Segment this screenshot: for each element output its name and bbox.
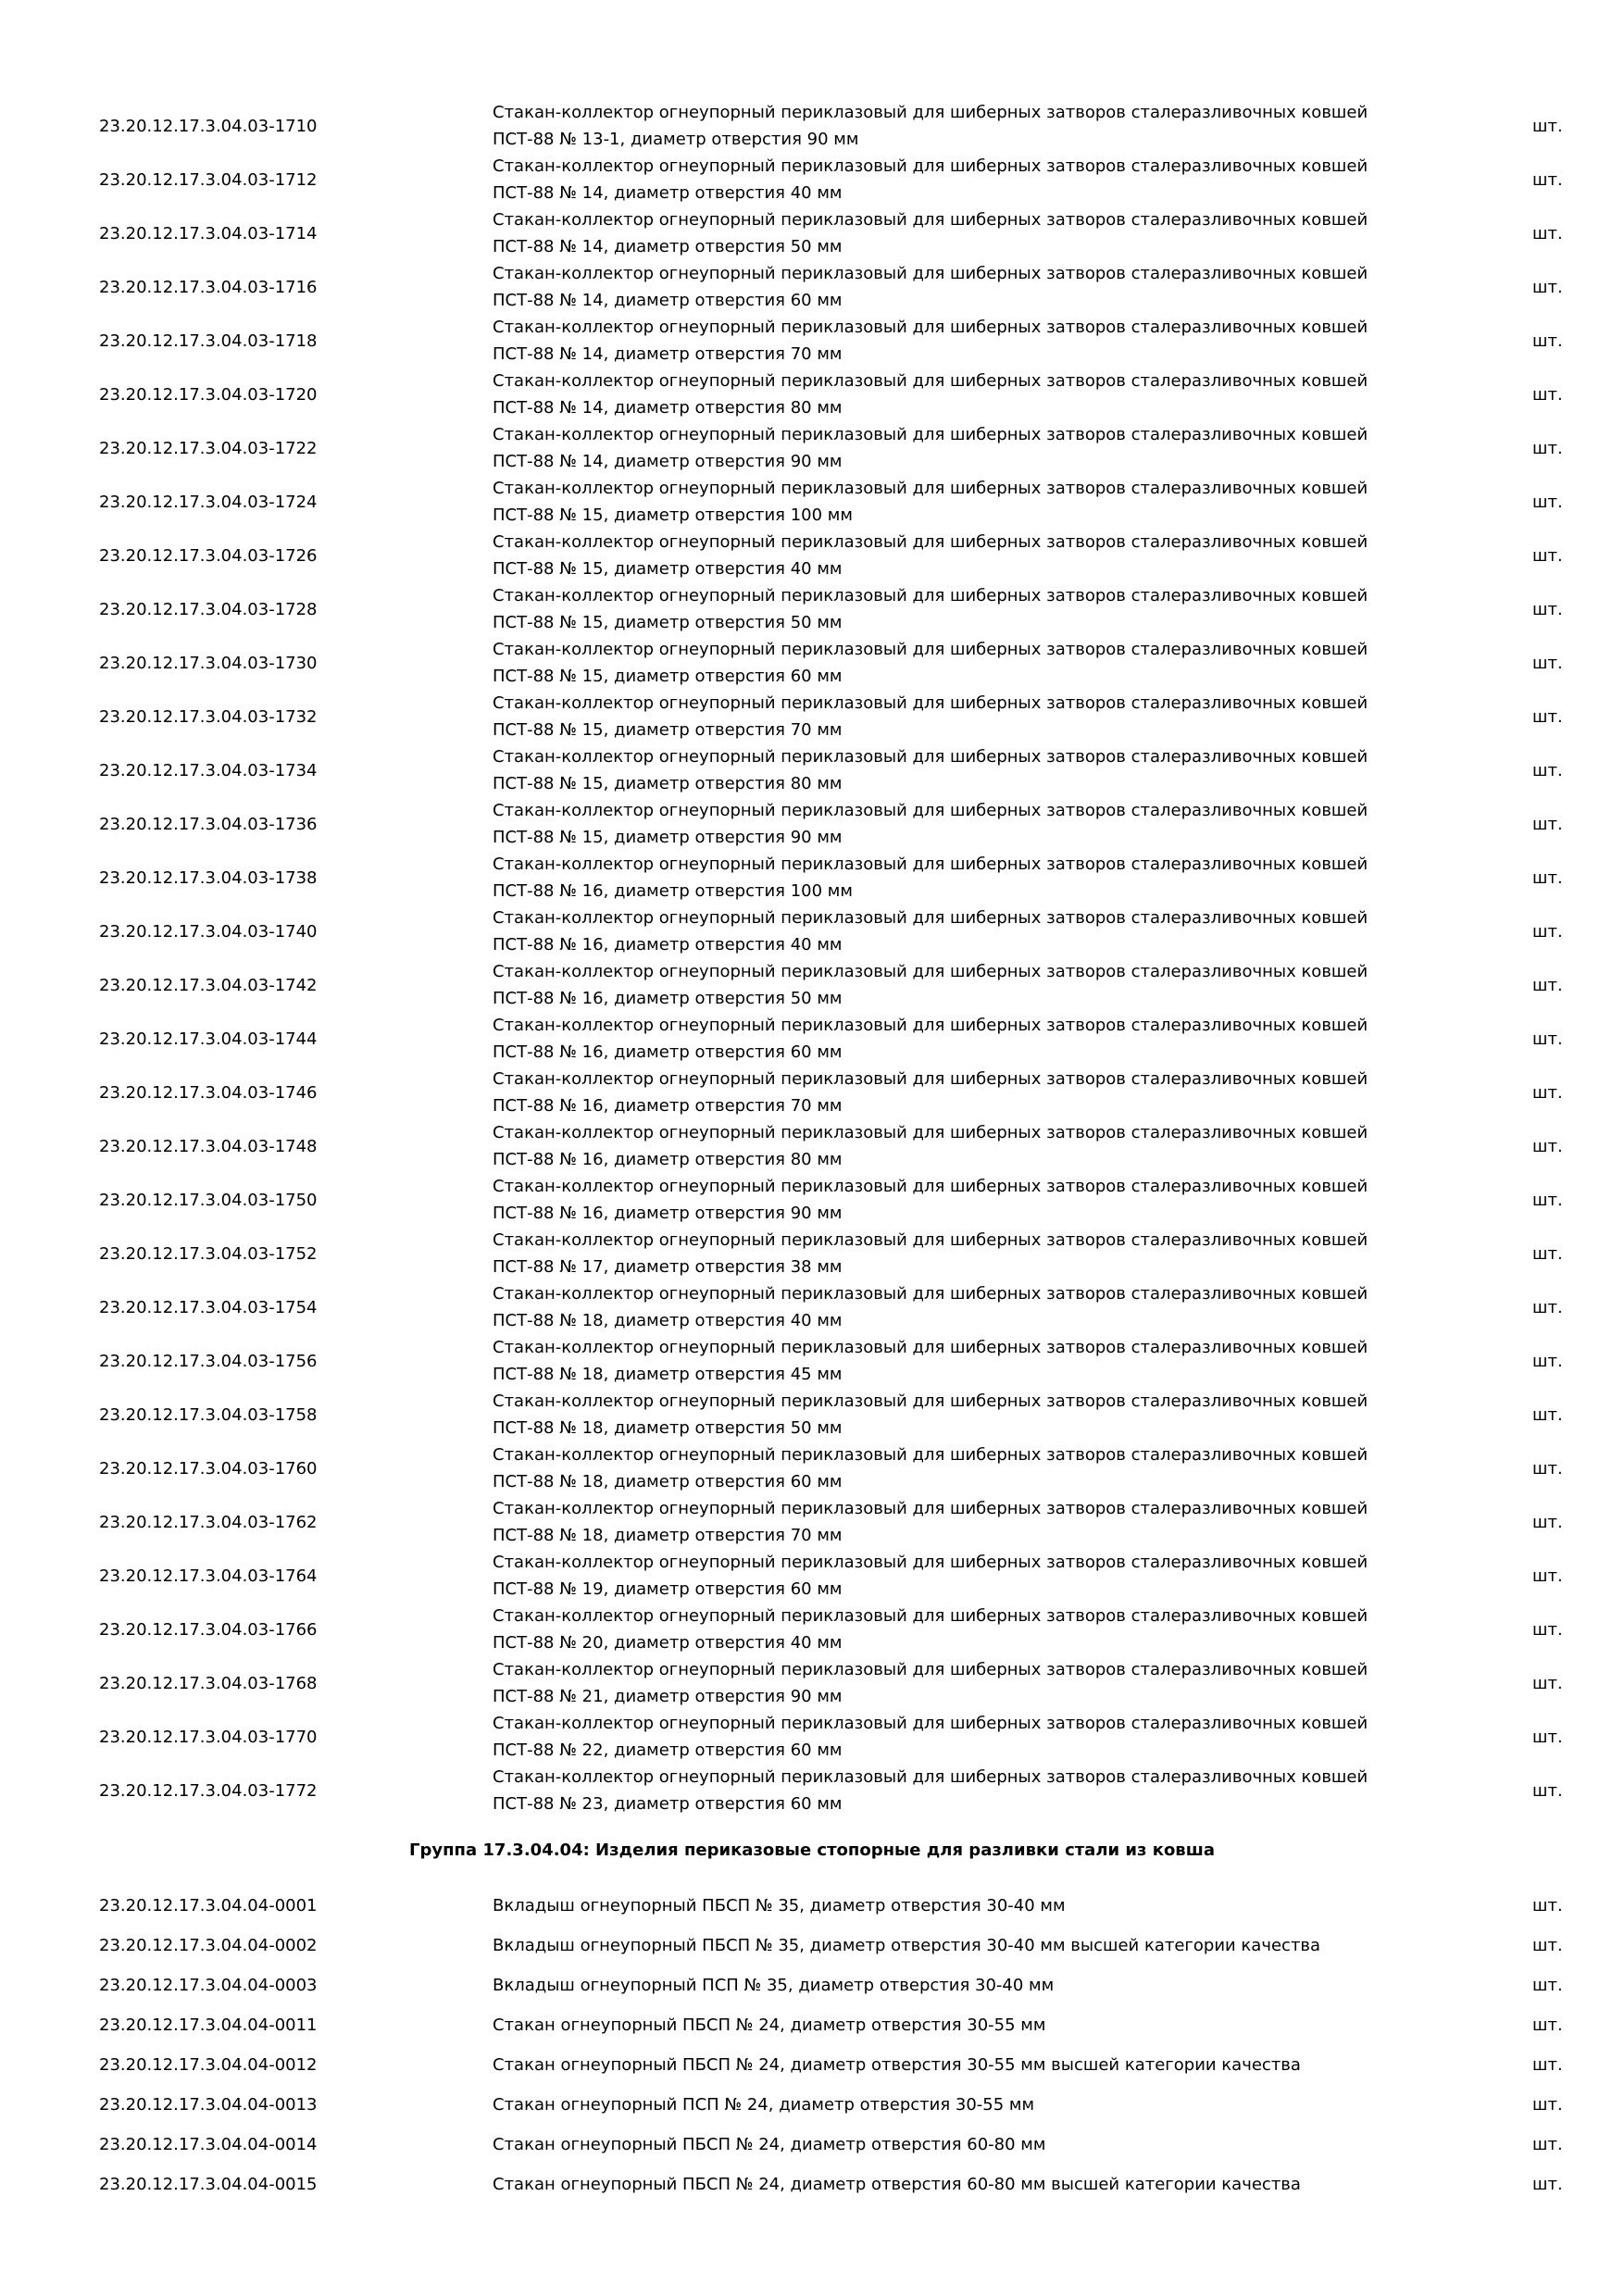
row-description: [493, 958, 1418, 1012]
row-unit: шт.: [1532, 1976, 1563, 1995]
row-description-line2: ПСТ-88 № 16, диаметр отверстия 90 мм: [493, 1204, 843, 1223]
table-row: [0, 529, 1624, 582]
row-unit: шт.: [1532, 867, 1563, 888]
row-description-line1: Стакан-коллектор огнеупорный периклазовый для шиберных затворов сталеразливочных ковшей: [493, 1445, 1368, 1465]
row-description-line2: ПСТ-88 № 16, диаметр отверстия 100 мм: [493, 881, 853, 901]
row-description: Стакан огнеупорный ПСП № 24, диаметр отверстия 30-55 мм: [493, 2095, 1035, 2115]
row-description-line1: Стакан-коллектор огнеупорный периклазовый для шиберных затворов сталеразливочных ковшей: [493, 532, 1368, 552]
row-code: 23.20.12.17.3.04.03-1752: [99, 1243, 318, 1264]
row-description-line1: Стакан-коллектор огнеупорный периклазовый для шиберных затворов сталеразливочных ковшей: [493, 747, 1368, 767]
row-code: 23.20.12.17.3.04.03-1732: [99, 706, 318, 727]
row-unit: шт.: [1532, 277, 1563, 297]
row-code: 23.20.12.17.3.04.03-1764: [99, 1566, 318, 1586]
table-row: [0, 582, 1624, 636]
row-description-line2: ПСТ-88 № 19, диаметр отверстия 60 мм: [493, 1579, 843, 1599]
row-unit: шт.: [1532, 2095, 1563, 2115]
row-unit: шт.: [1532, 599, 1563, 619]
row-description-line2: ПСТ-88 № 14, диаметр отверстия 70 мм: [493, 344, 843, 364]
row-description-line2: ПСТ-88 № 22, диаметр отверстия 60 мм: [493, 1741, 843, 1760]
row-unit: шт.: [1532, 1297, 1563, 1317]
row-unit: шт.: [1532, 1780, 1563, 1801]
row-unit: шт.: [1532, 653, 1563, 673]
row-description-line1: Стакан-коллектор огнеупорный периклазовый для шиберных затворов сталеразливочных ковшей: [493, 1391, 1368, 1411]
row-description: [493, 529, 1418, 582]
row-description-line1: Стакан-коллектор огнеупорный периклазовый для шиберных затворов сталеразливочных ковшей: [493, 264, 1368, 283]
row-description: Стакан огнеупорный ПБСП № 24, диаметр отверстия 60-80 мм: [493, 2135, 1046, 2154]
table-row: [0, 797, 1624, 851]
row-code: 23.20.12.17.3.04.03-1736: [99, 814, 318, 834]
row-description: [493, 1119, 1418, 1173]
row-code: 23.20.12.17.3.04.03-1772: [99, 1780, 318, 1801]
row-description-line1: Стакан-коллектор огнеупорный периклазовый для шиберных затворов сталеразливочных ковшей: [493, 1553, 1368, 1572]
row-description-line2: ПСТ-88 № 15, диаметр отверстия 100 мм: [493, 505, 853, 525]
row-description-line2: ПСТ-88 № 16, диаметр отверстия 50 мм: [493, 989, 843, 1008]
table-row: [0, 1886, 1624, 1926]
row-description-line1: Стакан-коллектор огнеупорный периклазовый для шиберных затворов сталеразливочных ковшей: [493, 1284, 1368, 1304]
row-description-line2: ПСТ-88 № 18, диаметр отверстия 50 мм: [493, 1418, 843, 1438]
row-description-line1: Стакан-коллектор огнеупорный периклазовый для шиберных затворов сталеразливочных ковшей: [493, 640, 1368, 659]
row-description: [493, 1603, 1418, 1656]
row-description-line1: Стакан-коллектор огнеупорный периклазовый для шиберных затворов сталеразливочных ковшей: [493, 1016, 1368, 1035]
table-row: [0, 2125, 1624, 2165]
row-description-line1: Стакан-коллектор огнеупорный периклазовый для шиберных затворов сталеразливочных ковшей: [493, 1714, 1368, 1733]
row-unit: шт.: [1532, 1673, 1563, 1693]
row-unit: шт.: [1532, 1896, 1563, 1915]
table-row: [0, 2165, 1624, 2204]
row-code: 23.20.12.17.3.04.03-1762: [99, 1512, 318, 1532]
row-description-line1: Стакан-коллектор огнеупорный периклазовый для шиберных затворов сталеразливочных ковшей: [493, 1660, 1368, 1679]
table-row: [0, 905, 1624, 958]
row-description: [493, 314, 1418, 368]
row-code: 23.20.12.17.3.04.03-1728: [99, 599, 318, 619]
table-row: [0, 99, 1624, 153]
row-description-line2: ПСТ-88 № 14, диаметр отверстия 80 мм: [493, 398, 843, 418]
row-description: Стакан огнеупорный ПБСП № 24, диаметр отверстия 30-55 мм: [493, 2015, 1046, 2035]
row-description-line1: Стакан-коллектор огнеупорный периклазовый для шиберных затворов сталеразливочных ковшей: [493, 1230, 1368, 1250]
row-description: [493, 1227, 1418, 1280]
row-description-line1: Стакан-коллектор огнеупорный периклазовый для шиберных затворов сталеразливочных ковшей: [493, 1338, 1368, 1357]
row-code: 23.20.12.17.3.04.03-1770: [99, 1727, 318, 1747]
row-description-line1: Стакан-коллектор огнеупорный периклазовый для шиберных затворов сталеразливочных ковшей: [493, 318, 1368, 337]
row-unit: шт.: [1532, 1029, 1563, 1049]
row-description-line1: Стакан-коллектор огнеупорный периклазовый для шиберных затворов сталеразливочных ковшей: [493, 210, 1368, 230]
table-row: [0, 1066, 1624, 1119]
row-code: 23.20.12.17.3.04.04-0002: [99, 1936, 318, 1955]
row-unit: шт.: [1532, 1082, 1563, 1103]
row-description-line1: Стакан-коллектор огнеупорный периклазовый для шиберных затворов сталеразливочных ковшей: [493, 962, 1368, 981]
row-description-line1: Стакан-коллектор огнеупорный периклазовый для шиберных затворов сталеразливочных ковшей: [493, 586, 1368, 605]
row-description: [493, 690, 1418, 743]
row-code: 23.20.12.17.3.04.03-1712: [99, 169, 318, 190]
row-description-line2: ПСТ-88 № 18, диаметр отверстия 70 мм: [493, 1526, 843, 1545]
row-description: [493, 1173, 1418, 1227]
table-row: [0, 1280, 1624, 1334]
table-row: [0, 314, 1624, 368]
row-description-line2: ПСТ-88 № 15, диаметр отверстия 90 мм: [493, 828, 843, 847]
row-description-line2: ПСТ-88 № 23, диаметр отверстия 60 мм: [493, 1794, 843, 1814]
row-description-line1: Стакан-коллектор огнеупорный периклазовый для шиберных затворов сталеразливочных ковшей: [493, 1606, 1368, 1626]
row-code: 23.20.12.17.3.04.03-1734: [99, 760, 318, 780]
row-code: 23.20.12.17.3.04.03-1758: [99, 1404, 318, 1425]
row-description: [493, 851, 1418, 905]
group-heading: Группа 17.3.04.04: Изделия периказовые стопорные для разливки стали из ковша: [409, 1841, 1215, 1860]
row-code: 23.20.12.17.3.04.03-1714: [99, 223, 318, 243]
table-row: [0, 1764, 1624, 1817]
row-code: 23.20.12.17.3.04.03-1742: [99, 975, 318, 995]
row-description-line2: ПСТ-88 № 14, диаметр отверстия 90 мм: [493, 452, 843, 471]
row-description: [493, 1656, 1418, 1710]
row-code: 23.20.12.17.3.04.04-0011: [99, 2015, 318, 2035]
row-description-line1: Стакан-коллектор огнеупорный периклазовый для шиберных затворов сталеразливочных ковшей: [493, 1499, 1368, 1518]
table-row: [0, 475, 1624, 529]
row-code: 23.20.12.17.3.04.03-1754: [99, 1297, 318, 1317]
table-row: [0, 1119, 1624, 1173]
table-row: [0, 1388, 1624, 1441]
row-code: 23.20.12.17.3.04.03-1740: [99, 921, 318, 942]
row-description-line2: ПСТ-88 № 18, диаметр отверстия 45 мм: [493, 1365, 843, 1384]
row-code: 23.20.12.17.3.04.03-1768: [99, 1673, 318, 1693]
table-row: [0, 2085, 1624, 2125]
row-description: Вкладыш огнеупорный ПБСП № 35, диаметр отверстия 30-40 мм высшей категории качества: [493, 1936, 1321, 1955]
row-unit: шт.: [1532, 975, 1563, 995]
row-description-line2: ПСТ-88 № 15, диаметр отверстия 70 мм: [493, 720, 843, 740]
row-description: [493, 153, 1418, 206]
row-unit: шт.: [1532, 1243, 1563, 1264]
row-unit: шт.: [1532, 1351, 1563, 1371]
row-code: 23.20.12.17.3.04.04-0012: [99, 2055, 318, 2075]
row-description: [493, 421, 1418, 475]
table-row: [0, 1495, 1624, 1549]
row-unit: шт.: [1532, 1404, 1563, 1425]
row-unit: шт.: [1532, 384, 1563, 405]
row-description-line2: ПСТ-88 № 14, диаметр отверстия 40 мм: [493, 183, 843, 203]
table-row: [0, 1334, 1624, 1388]
row-code: 23.20.12.17.3.04.03-1724: [99, 492, 318, 512]
row-description-line1: Стакан-коллектор огнеупорный периклазовый для шиберных затворов сталеразливочных ковшей: [493, 855, 1368, 874]
table-row: [0, 2045, 1624, 2085]
table-row: [0, 1173, 1624, 1227]
row-code: 23.20.12.17.3.04.03-1716: [99, 277, 318, 297]
row-description-line2: ПСТ-88 № 14, диаметр отверстия 60 мм: [493, 291, 843, 310]
row-description-line1: Стакан-коллектор огнеупорный периклазовый для шиберных затворов сталеразливочных ковшей: [493, 479, 1368, 498]
row-code: 23.20.12.17.3.04.04-0014: [99, 2135, 318, 2154]
table-row: [0, 153, 1624, 206]
row-code: 23.20.12.17.3.04.03-1720: [99, 384, 318, 405]
row-description-line2: ПСТ-88 № 15, диаметр отверстия 50 мм: [493, 613, 843, 632]
table-row: [0, 851, 1624, 905]
row-description-line1: Стакан-коллектор огнеупорный периклазовый для шиберных затворов сталеразливочных ковшей: [493, 801, 1368, 820]
row-unit: шт.: [1532, 438, 1563, 458]
row-description: [493, 99, 1418, 153]
row-unit: шт.: [1532, 492, 1563, 512]
table-row: [0, 1549, 1624, 1603]
row-description-line2: ПСТ-88 № 18, диаметр отверстия 40 мм: [493, 1311, 843, 1330]
row-description: [493, 743, 1418, 797]
row-unit: шт.: [1532, 814, 1563, 834]
row-description-line2: ПСТ-88 № 16, диаметр отверстия 70 мм: [493, 1096, 843, 1116]
row-code: 23.20.12.17.3.04.03-1756: [99, 1351, 318, 1371]
row-unit: шт.: [1532, 1619, 1563, 1640]
row-description-line1: Стакан-коллектор огнеупорный периклазовый для шиберных затворов сталеразливочных ковшей: [493, 156, 1368, 176]
row-description: [493, 1066, 1418, 1119]
row-description-line2: ПСТ-88 № 20, диаметр отверстия 40 мм: [493, 1633, 843, 1653]
row-description-line1: Стакан-коллектор огнеупорный периклазовый для шиберных затворов сталеразливочных ковшей: [493, 371, 1368, 391]
table-row: [0, 421, 1624, 475]
row-code: 23.20.12.17.3.04.04-0003: [99, 1976, 318, 1995]
table-row: [0, 743, 1624, 797]
table-row: [0, 1227, 1624, 1280]
table-row: [0, 1926, 1624, 1965]
row-description: [493, 1388, 1418, 1441]
row-description: [493, 206, 1418, 260]
row-description: [493, 1280, 1418, 1334]
row-description-line2: ПСТ-88 № 21, диаметр отверстия 90 мм: [493, 1687, 843, 1706]
row-description: [493, 1495, 1418, 1549]
row-code: 23.20.12.17.3.04.03-1766: [99, 1619, 318, 1640]
table-row: [0, 368, 1624, 421]
row-code: 23.20.12.17.3.04.03-1760: [99, 1458, 318, 1479]
row-code: 23.20.12.17.3.04.04-0015: [99, 2175, 318, 2194]
row-code: 23.20.12.17.3.04.03-1746: [99, 1082, 318, 1103]
row-description-line2: ПСТ-88 № 15, диаметр отверстия 40 мм: [493, 559, 843, 579]
row-code: 23.20.12.17.3.04.03-1730: [99, 653, 318, 673]
row-unit: шт.: [1532, 1727, 1563, 1747]
row-description-line2: ПСТ-88 № 18, диаметр отверстия 60 мм: [493, 1472, 843, 1491]
row-description-line1: Стакан-коллектор огнеупорный периклазовый для шиберных затворов сталеразливочных ковшей: [493, 693, 1368, 713]
row-description: [493, 1334, 1418, 1388]
row-description: [493, 1549, 1418, 1603]
row-description-line1: Стакан-коллектор огнеупорный периклазовый для шиберных затворов сталеразливочных ковшей: [493, 908, 1368, 928]
row-code: 23.20.12.17.3.04.03-1748: [99, 1136, 318, 1156]
row-description: [493, 582, 1418, 636]
row-description-line1: Стакан-коллектор огнеупорный периклазовый для шиберных затворов сталеразливочных ковшей: [493, 1177, 1368, 1196]
row-description: [493, 905, 1418, 958]
table-row: [0, 690, 1624, 743]
table-row: [0, 1012, 1624, 1066]
row-unit: шт.: [1532, 2135, 1563, 2154]
row-description: Вкладыш огнеупорный ПБСП № 35, диаметр отверстия 30-40 мм: [493, 1896, 1066, 1915]
row-description: Вкладыш огнеупорный ПСП № 35, диаметр отверстия 30-40 мм: [493, 1976, 1055, 1995]
row-description-line2: ПСТ-88 № 16, диаметр отверстия 80 мм: [493, 1150, 843, 1169]
row-description: [493, 260, 1418, 314]
row-description-line2: ПСТ-88 № 17, диаметр отверстия 38 мм: [493, 1257, 843, 1277]
row-unit: шт.: [1532, 223, 1563, 243]
row-description-line1: Стакан-коллектор огнеупорный периклазовый для шиберных затворов сталеразливочных ковшей: [493, 1069, 1368, 1089]
row-description-line1: Стакан-коллектор огнеупорный периклазовый для шиберных затворов сталеразливочных ковшей: [493, 1767, 1368, 1787]
row-unit: шт.: [1532, 545, 1563, 566]
row-unit: шт.: [1532, 2055, 1563, 2075]
table-row: [0, 206, 1624, 260]
table-row: [0, 636, 1624, 690]
row-code: 23.20.12.17.3.04.03-1710: [99, 116, 318, 136]
table-row: [0, 1603, 1624, 1656]
row-code: 23.20.12.17.3.04.03-1750: [99, 1190, 318, 1210]
row-description-line1: Стакан-коллектор огнеупорный периклазовый для шиберных затворов сталеразливочных ковшей: [493, 425, 1368, 444]
row-code: 23.20.12.17.3.04.03-1718: [99, 331, 318, 351]
table-row: [0, 2005, 1624, 2045]
row-code: 23.20.12.17.3.04.03-1738: [99, 867, 318, 888]
row-unit: шт.: [1532, 2175, 1563, 2194]
row-description-line2: ПСТ-88 № 16, диаметр отверстия 60 мм: [493, 1042, 843, 1062]
table-row: [0, 1441, 1624, 1495]
row-description: [493, 1012, 1418, 1066]
row-unit: шт.: [1532, 760, 1563, 780]
row-description-line2: ПСТ-88 № 15, диаметр отверстия 60 мм: [493, 667, 843, 686]
row-description-line2: ПСТ-88 № 15, диаметр отверстия 80 мм: [493, 774, 843, 793]
row-description-line1: Стакан-коллектор огнеупорный периклазовый для шиберных затворов сталеразливочных ковшей: [493, 1123, 1368, 1142]
row-code: 23.20.12.17.3.04.04-0001: [99, 1896, 318, 1915]
row-unit: шт.: [1532, 116, 1563, 136]
row-description: [493, 797, 1418, 851]
row-description: [493, 1710, 1418, 1764]
row-description: [493, 1441, 1418, 1495]
row-description: [493, 368, 1418, 421]
row-description: Стакан огнеупорный ПБСП № 24, диаметр отверстия 60-80 мм высшей категории качества: [493, 2175, 1301, 2194]
row-description-line2: ПСТ-88 № 14, диаметр отверстия 50 мм: [493, 237, 843, 256]
row-code: 23.20.12.17.3.04.04-0013: [99, 2095, 318, 2115]
row-unit: шт.: [1532, 2015, 1563, 2035]
row-unit: шт.: [1532, 1136, 1563, 1156]
row-unit: шт.: [1532, 706, 1563, 727]
table-row: [0, 260, 1624, 314]
row-unit: шт.: [1532, 1458, 1563, 1479]
row-description-line2: ПСТ-88 № 13-1, диаметр отверстия 90 мм: [493, 130, 859, 149]
row-description-line1: Стакан-коллектор огнеупорный периклазовый для шиберных затворов сталеразливочных ковшей: [493, 103, 1368, 122]
row-description: [493, 475, 1418, 529]
row-unit: шт.: [1532, 1566, 1563, 1586]
table-row: [0, 958, 1624, 1012]
table-row: [0, 1656, 1624, 1710]
table-row: [0, 1965, 1624, 2005]
row-code: 23.20.12.17.3.04.03-1726: [99, 545, 318, 566]
row-code: 23.20.12.17.3.04.03-1722: [99, 438, 318, 458]
row-unit: шт.: [1532, 331, 1563, 351]
row-unit: шт.: [1532, 1512, 1563, 1532]
row-description: Стакан огнеупорный ПБСП № 24, диаметр отверстия 30-55 мм высшей категории качества: [493, 2055, 1301, 2075]
row-description-line2: ПСТ-88 № 16, диаметр отверстия 40 мм: [493, 935, 843, 955]
row-unit: шт.: [1532, 1190, 1563, 1210]
table-row: [0, 1710, 1624, 1764]
row-unit: шт.: [1532, 169, 1563, 190]
row-code: 23.20.12.17.3.04.03-1744: [99, 1029, 318, 1049]
row-description: [493, 636, 1418, 690]
row-description: [493, 1764, 1418, 1817]
row-unit: шт.: [1532, 1936, 1563, 1955]
row-unit: шт.: [1532, 921, 1563, 942]
